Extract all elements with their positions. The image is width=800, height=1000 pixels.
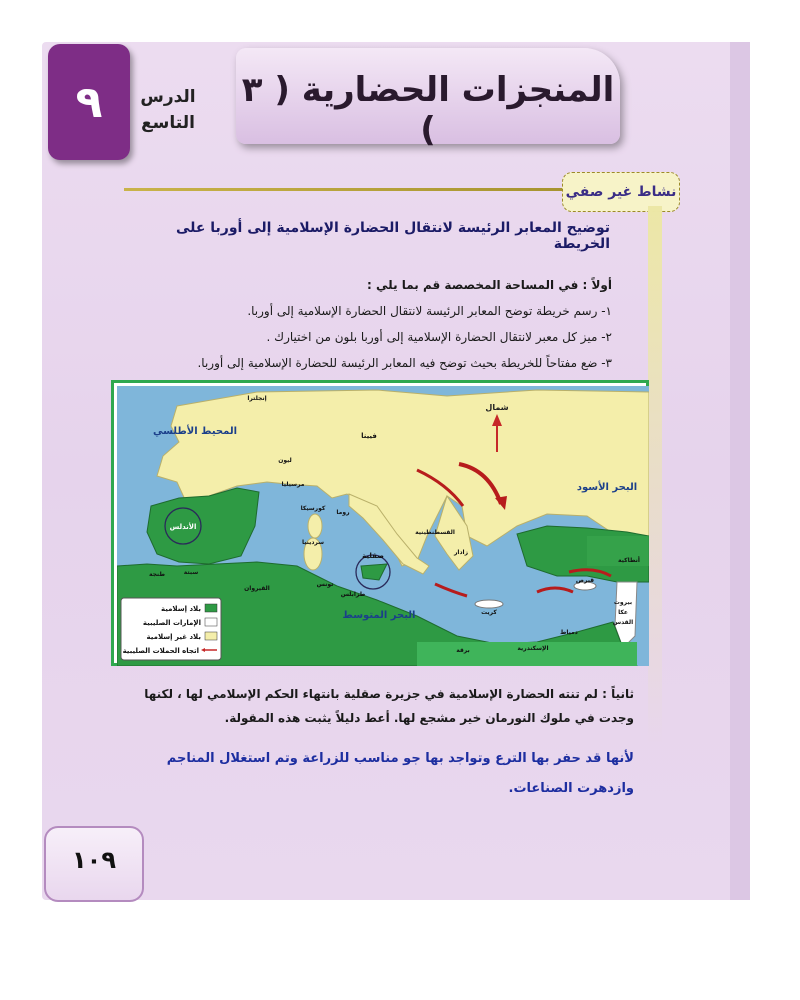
lesson-label: [136, 84, 200, 136]
legend-crusader: الإمارات الصليبية: [142, 619, 201, 627]
marseille-label: مرسيليا: [281, 481, 305, 488]
legend-swatch-non-islamic: [205, 632, 217, 640]
north-label: شمال: [485, 403, 509, 412]
cyprus-label: قبرص: [575, 577, 595, 584]
margin-accent: [648, 206, 662, 746]
section1-heading: أولاً : في المساحة المخصصة قم بما يلي :: [367, 278, 612, 292]
england-label: إنجلترا: [247, 395, 267, 402]
legend-swatch-islamic: [205, 604, 217, 612]
beirut-label: بيروت: [613, 599, 633, 606]
legend-islamic: بلاد إسلامية: [160, 605, 201, 613]
andalus-label: الأندلس: [169, 523, 197, 531]
lesson-number-badge: [48, 44, 130, 160]
kairouan-label: القيروان: [244, 585, 270, 592]
legend-swatch-crusader: [205, 618, 217, 626]
page-number-box: [44, 826, 144, 902]
section1: [160, 272, 612, 376]
jerusalem-label: القدس: [612, 619, 634, 626]
barca-label: برقة: [456, 647, 470, 654]
legend-non-islamic: بلاد غير إسلامية: [146, 633, 201, 641]
lyon-label: ليون: [278, 457, 292, 464]
antioch-label: أنطاكية: [618, 557, 640, 564]
crete-label: كريت: [481, 609, 497, 616]
title-banner: [236, 48, 620, 150]
section1-item: ١- رسم خريطة توضح المعابر الرئيسة لانتقال الحضارة الإسلامية إلى أوربا.: [247, 304, 612, 318]
tripoli-label: طرابلس: [340, 591, 366, 598]
lesson-label-line1: الدرس: [140, 87, 196, 107]
alexandria-label: الإسكندرية: [517, 645, 549, 652]
sardinia-label: سردينيا: [301, 539, 325, 546]
corsica-label: كورسيكا: [300, 505, 326, 512]
page-edge-strip: [730, 42, 750, 900]
mediterranean-label: البحر المتوسط: [342, 610, 416, 621]
black-sea-label: البحر الأسود: [576, 482, 638, 493]
section1-item: ٢- ميز كل معبر لانتقال الحضارة الإسلامية إلى أوربا بلون من اختيارك .: [266, 330, 612, 344]
map-frame: [111, 380, 649, 666]
activity-tag: نشاط غير صفي: [562, 172, 680, 212]
damietta-label: دمياط: [560, 629, 578, 636]
page-title: المنجزات الحضارية ( ٣ ): [241, 70, 615, 150]
atlantic-label: المحيط الأطلسي: [152, 426, 238, 437]
section-divider: [124, 188, 582, 191]
section1-item: ٣- ضع مفتاحاً للخريطة بحيث توضح فيه المعابر الرئيسة للحضارة الإسلامية إلى أوربا.: [197, 356, 612, 370]
rome-label: روما: [336, 509, 350, 516]
page-number: ١٠٩: [72, 846, 116, 874]
mediterranean-map: [117, 386, 649, 666]
acre-label: عكا: [618, 609, 628, 616]
ceuta-label: سبتة: [183, 569, 199, 576]
tangier-label: طنجة: [148, 571, 166, 578]
constantinople-label: القسطنطينية: [415, 529, 455, 536]
lesson-number: ٩: [75, 76, 103, 128]
section2-question: ثانياً : لم تنته الحضارة الإسلامية في جزيرة صقلية بانتهاء الحكم الإسلامي لها ، لكنها وجدت في ملوك النورمان خير مشجع لها. أعط دليلاً يثبت هذه المقولة.: [144, 687, 634, 725]
crete-island: [475, 600, 503, 608]
map-legend: [121, 598, 221, 660]
tunis-label: تونس: [316, 581, 334, 588]
zadar-label: زادار: [453, 549, 469, 556]
vienna-label: فيينا: [361, 432, 377, 440]
answer-text: لأنها قد حفر بها الترع وتواجد بها جو مناسب للزراعة وتم استغلال المناجم وازدهرت الصناعات.: [166, 751, 634, 796]
activity-subtitle: توضيح المعابر الرئيسة لانتقال الحضارة الإسلامية إلى أوربا على الخريطة: [175, 220, 610, 252]
legend-crusade-direction: اتجاه الحملات الصليبية: [122, 647, 199, 655]
lesson-label-line2: التاسع: [141, 113, 195, 133]
corsica-island: [308, 514, 322, 538]
sicily-label: صقلية: [362, 552, 384, 560]
